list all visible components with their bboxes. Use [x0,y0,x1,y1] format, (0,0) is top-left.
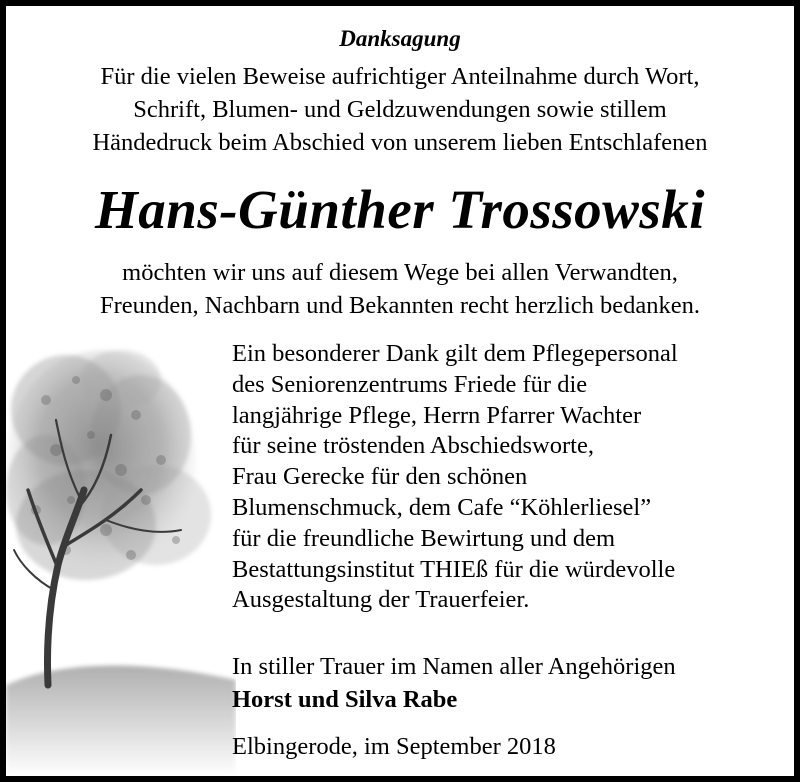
thanks-text [0,256,800,322]
intro-line: Für die vielen Beweise aufrichtiger Anteilnahme durch Wort, [100,63,700,90]
special-thanks-line: Frau Gerecke für den schönen [232,463,528,491]
mourning-line: In stiller Trauer im Namen aller Angehörigen [232,653,676,680]
notice-heading: Danksagung [339,26,461,51]
special-thanks-line: Ein besonderer Dank gilt dem Pflegepersonal [232,340,678,367]
thanks-line: möchten wir uns auf diesem Wege bei allen Verwandten, [122,259,678,286]
place-date: Elbingerode, im September 2018 [232,733,556,760]
mourner-names: Horst und Silva Rabe [232,686,458,713]
special-thanks-line: des Seniorenzentrums Friede für die [232,370,588,398]
special-thanks-line: Bestattungsinstitut THIEß für die würdevolle [232,555,676,583]
tree-illustration [6,340,236,776]
deceased-name: Hans-Günther Trossowski [94,179,706,240]
special-thanks-line: Ausgestaltung der Trauerfeier. [232,586,530,614]
special-thanks-line: für die freundliche Bewirtung und dem [232,524,616,552]
special-thanks-line: für seine tröstenden Abschiedsworte, [232,432,594,460]
special-thanks-line: Blumenschmuck, dem Cafe “Köhlerliesel” [232,493,652,521]
thanks-line: Freunden, Nachbarn und Bekannten recht herzlich bedanken. [99,292,700,319]
mourning-block [232,650,792,716]
intro-line: Schrift, Blumen- und Geldzuwendungen sowie stillem [133,96,667,123]
intro-text [0,60,800,159]
special-thanks-text [232,339,792,616]
intro-line: Händedruck beim Abschied von unserem lieben Entschlafenen [92,129,708,156]
special-thanks-line: langjährige Pflege, Herrn Pfarrer Wachter [232,401,642,429]
